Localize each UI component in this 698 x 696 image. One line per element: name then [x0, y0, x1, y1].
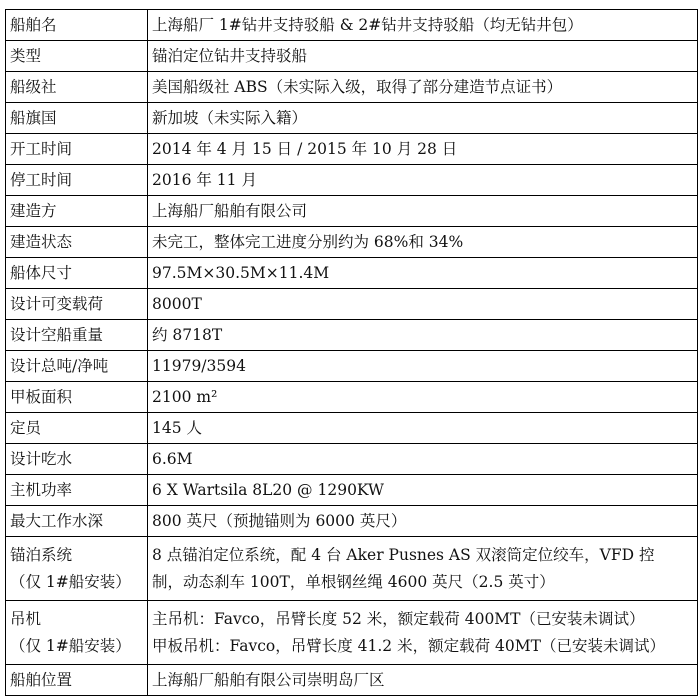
row-value: 2016 年 11 月: [148, 165, 698, 196]
row-label: 建造状态: [6, 227, 148, 258]
row-stop-date: [6, 165, 698, 196]
row-value-line: 制，动态刹车 100T，单根钢丝绳 4600 英尺（2.5 英寸）: [152, 572, 555, 591]
row-value: [148, 537, 698, 601]
row-value: [148, 601, 698, 665]
row-label: 船舶位置: [6, 665, 148, 696]
row-complement: [6, 413, 698, 444]
row-flag-state: [6, 103, 698, 134]
row-value: 145 人: [148, 413, 698, 444]
row-label: 停工时间: [6, 165, 148, 196]
row-value: 上海船厂船舶有限公司崇明岛厂区: [148, 665, 698, 696]
row-value: 11979/3594: [148, 351, 698, 382]
row-label: 船体尺寸: [6, 258, 148, 289]
row-cranes: [6, 601, 698, 665]
row-label: 设计可变载荷: [6, 289, 148, 320]
row-label-line: 吊机: [10, 609, 42, 628]
row-value: 800 英尺（预抛锚则为 6000 英尺）: [148, 506, 698, 537]
row-label-line: 锚泊系统: [10, 545, 73, 564]
row-classification-society: [6, 72, 698, 103]
row-value: 上海船厂 1#钻井支持驳船 & 2#钻井支持驳船（均无钻井包）: [148, 10, 698, 41]
row-label: 船级社: [6, 72, 148, 103]
row-value: 6.6M: [148, 444, 698, 475]
row-label: 最大工作水深: [6, 506, 148, 537]
row-hull-dimensions: [6, 258, 698, 289]
row-value: 约 8718T: [148, 320, 698, 351]
row-value: 97.5M×30.5M×11.4M: [148, 258, 698, 289]
row-build-status: [6, 227, 698, 258]
row-label: 船舶名: [6, 10, 148, 41]
row-lightship-weight: [6, 320, 698, 351]
row-vessel-location: [6, 665, 698, 696]
row-value: 2014 年 4 月 15 日 / 2015 年 10 月 28 日: [148, 134, 698, 165]
row-label: 甲板面积: [6, 382, 148, 413]
row-label: [6, 601, 148, 665]
row-label-line: （仅 1#船安装）: [10, 572, 131, 591]
row-value: 锚泊定位钻井支持驳船: [148, 41, 698, 72]
row-label: 设计空船重量: [6, 320, 148, 351]
row-value: 2100 m²: [148, 382, 698, 413]
row-value-line: 甲板吊机：Favco，吊臂长度 41.2 米，额定载荷 40MT（已安装未调试）: [152, 636, 665, 655]
row-start-date: [6, 134, 698, 165]
row-label: 定员: [6, 413, 148, 444]
row-variable-load: [6, 289, 698, 320]
row-label: 主机功率: [6, 475, 148, 506]
row-vessel-name: [6, 10, 698, 41]
row-value: 6 X Wartsila 8L20 @ 1290KW: [148, 475, 698, 506]
row-value: 美国船级社 ABS（未实际入级，取得了部分建造节点证书）: [148, 72, 698, 103]
row-label: 建造方: [6, 196, 148, 227]
row-max-water-depth: [6, 506, 698, 537]
row-design-draft: [6, 444, 698, 475]
row-label-line: （仅 1#船安装）: [10, 636, 131, 655]
row-tonnage: [6, 351, 698, 382]
row-value: 新加坡（未实际入籍）: [148, 103, 698, 134]
row-label: 设计吃水: [6, 444, 148, 475]
row-label: [6, 537, 148, 601]
row-value: 上海船厂船舶有限公司: [148, 196, 698, 227]
row-main-engine-power: [6, 475, 698, 506]
row-builder: [6, 196, 698, 227]
vessel-spec-table: [5, 9, 698, 696]
row-value-line: 主吊机：Favco，吊臂长度 52 米，额定载荷 400MT（已安装未调试）: [152, 609, 645, 628]
row-deck-area: [6, 382, 698, 413]
row-label: 船旗国: [6, 103, 148, 134]
row-label: 类型: [6, 41, 148, 72]
row-label: 设计总吨/净吨: [6, 351, 148, 382]
row-value: 8000T: [148, 289, 698, 320]
row-label: 开工时间: [6, 134, 148, 165]
row-type: [6, 41, 698, 72]
row-value-line: 8 点锚泊定位系统，配 4 台 Aker Pusnes AS 双滚筒定位绞车，VFD 控: [152, 545, 655, 564]
row-value: 未完工，整体完工进度分别约为 68%和 34%: [148, 227, 698, 258]
row-mooring-system: [6, 537, 698, 601]
